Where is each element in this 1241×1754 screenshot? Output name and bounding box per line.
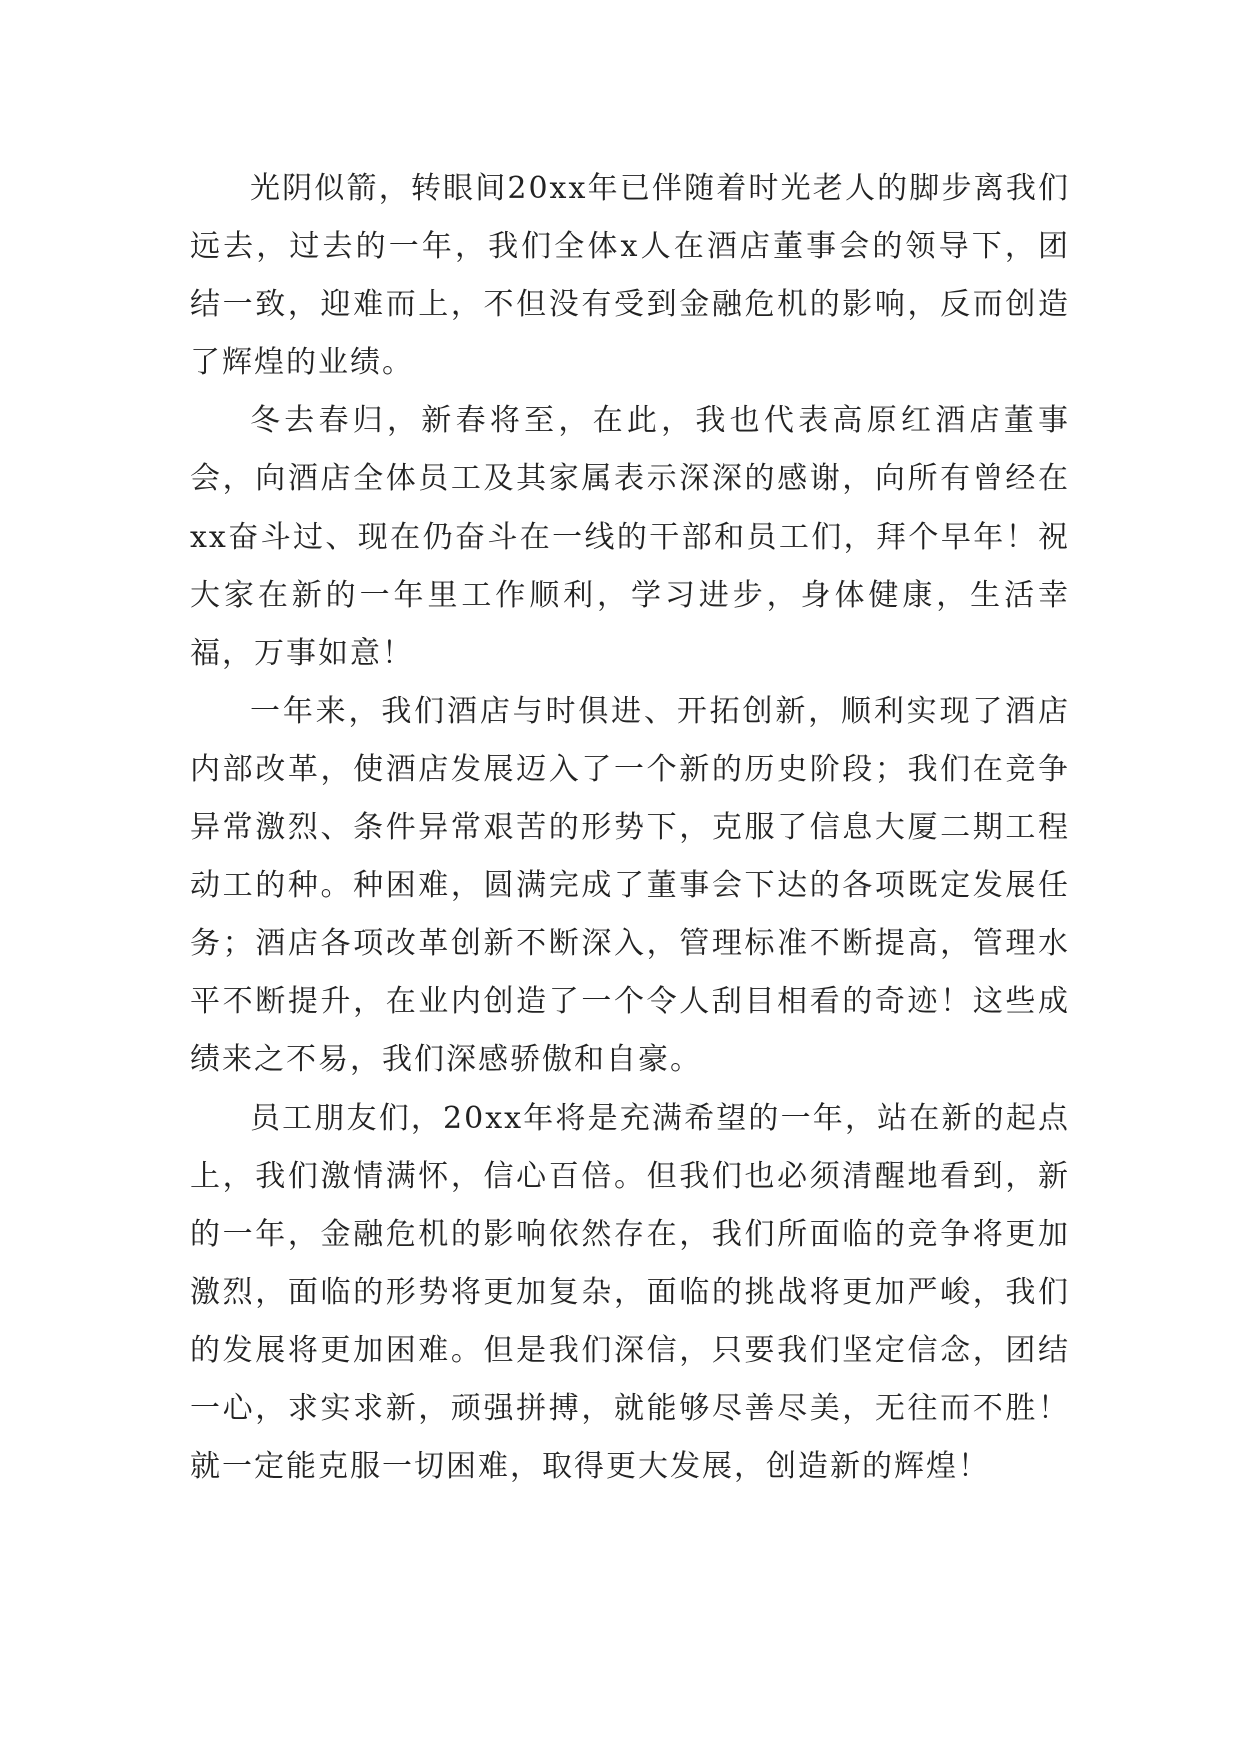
paragraph-2: 冬去春归，新春将至，在此，我也代表高原红酒店董事会，向酒店全体员工及其家属表示深深的感谢，向所有曾经在xx奋斗过、现在仍奋斗在一线的干部和员工们，拜个早年！祝大家在新的一年里工作顺利，学习进步，身体健康，生活幸福，万事如意！ — [190, 403, 1070, 671]
paragraph-4: 员工朋友们，20xx年将是充满希望的一年，站在新的起点上，我们激情满怀，信心百倍。但我们也必须清醒地看到，新的一年，金融危机的影响依然存在，我们所面临的竞争将更加激烈，面临的形势将更加复杂，面临的挑战将更加严峻，我们的发展将更加困难。但是我们深信，只要我们坚定信念，团结一心，求实求新，顽强拼搏，就能够尽善尽美，无往而不胜！就一定能克服一切困难，取得更大发展，创造新的辉煌！ — [190, 1100, 1070, 1485]
paragraph-3: 一年来，我们酒店与时俱进、开拓创新，顺利实现了酒店内部改革，使酒店发展迈入了一个新的历史阶段；我们在竞争异常激烈、条件异常艰苦的形势下，克服了信息大厦二期工程动工的种。种困难，圆满完成了董事会下达的各项既定发展任务；酒店各项改革创新不断深入，管理标准不断提高，管理水平不断提升，在业内创造了一个令人刮目相看的奇迹！这些成绩来之不易，我们深感骄傲和自豪。 — [190, 693, 1070, 1078]
document-body — [190, 160, 1070, 1496]
paragraph-1: 光阴似箭，转眼间20xx年已伴随着时光老人的脚步离我们远去，过去的一年，我们全体x人在酒店董事会的领导下，团结一致，迎难而上，不但没有受到金融危机的影响，反而创造了辉煌的业绩。 — [190, 171, 1070, 381]
